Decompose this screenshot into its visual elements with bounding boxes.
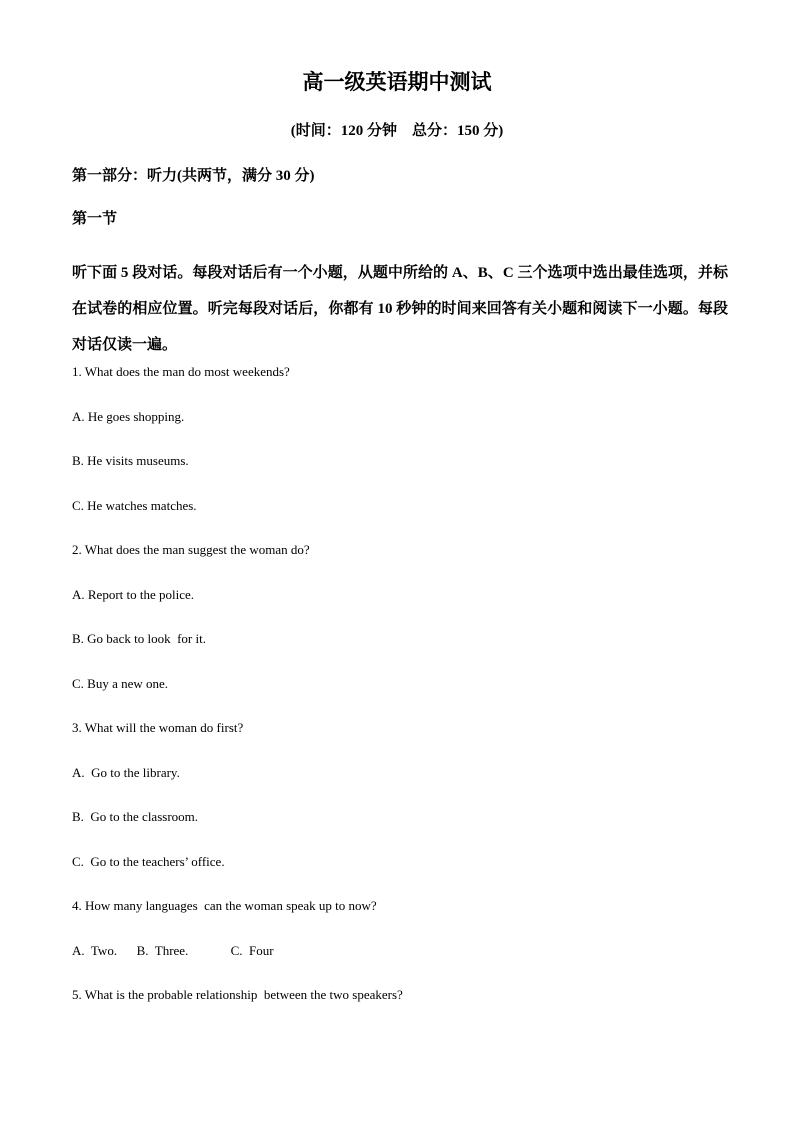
section-heading: 第一节 <box>72 211 118 227</box>
question-2-option-b: B. Go back to look for it. <box>72 631 206 646</box>
question-2-option-a: A. Report to the police. <box>72 586 195 602</box>
part-heading: 第一部分：听力(共两节，满分 30 分) <box>72 168 315 184</box>
question-3-option-a: A. Go to the library. <box>72 764 180 780</box>
question-3-option-c: C. Go to the teachers’ office. <box>72 853 225 869</box>
question-1-stem: 1. What does the man do most weekends? <box>72 364 290 379</box>
question-3-option-b: B. Go to the classroom. <box>72 809 199 824</box>
question-1-option-c: C. He watches matches. <box>72 497 197 513</box>
question-3-stem: 3. What will the woman do first? <box>72 720 244 735</box>
question-4-stem: 4. How many languages can the woman speak up to now? <box>72 898 377 913</box>
exam-title: 高一级英语期中测试 <box>302 70 492 94</box>
question-4-options: A. Two. B. Three. C. Four <box>72 942 274 958</box>
question-list <box>72 362 728 1030</box>
question-1-option-b: B. He visits museums. <box>72 453 189 468</box>
question-2-option-c: C. Buy a new one. <box>72 675 169 691</box>
exam-subtitle: (时间：120 分钟 总分：150 分) <box>290 123 504 139</box>
question-5-stem: 5. What is the probable relationship between the two speakers? <box>72 987 403 1002</box>
question-1-option-a: A. He goes shopping. <box>72 408 185 424</box>
listening-instructions: 听下面 5 段对话。每段对话后有一个小题，从题中所给的 A、B、C 三个选项中选出最佳选项，并标在试卷的相应位置。听完每段对话后，你都有 10 秒钟的时间来回答有关小题和阅读下一小题。每段对话仅读一遍。 <box>72 265 728 353</box>
question-2-stem: 2. What does the man suggest the woman do? <box>72 542 310 557</box>
